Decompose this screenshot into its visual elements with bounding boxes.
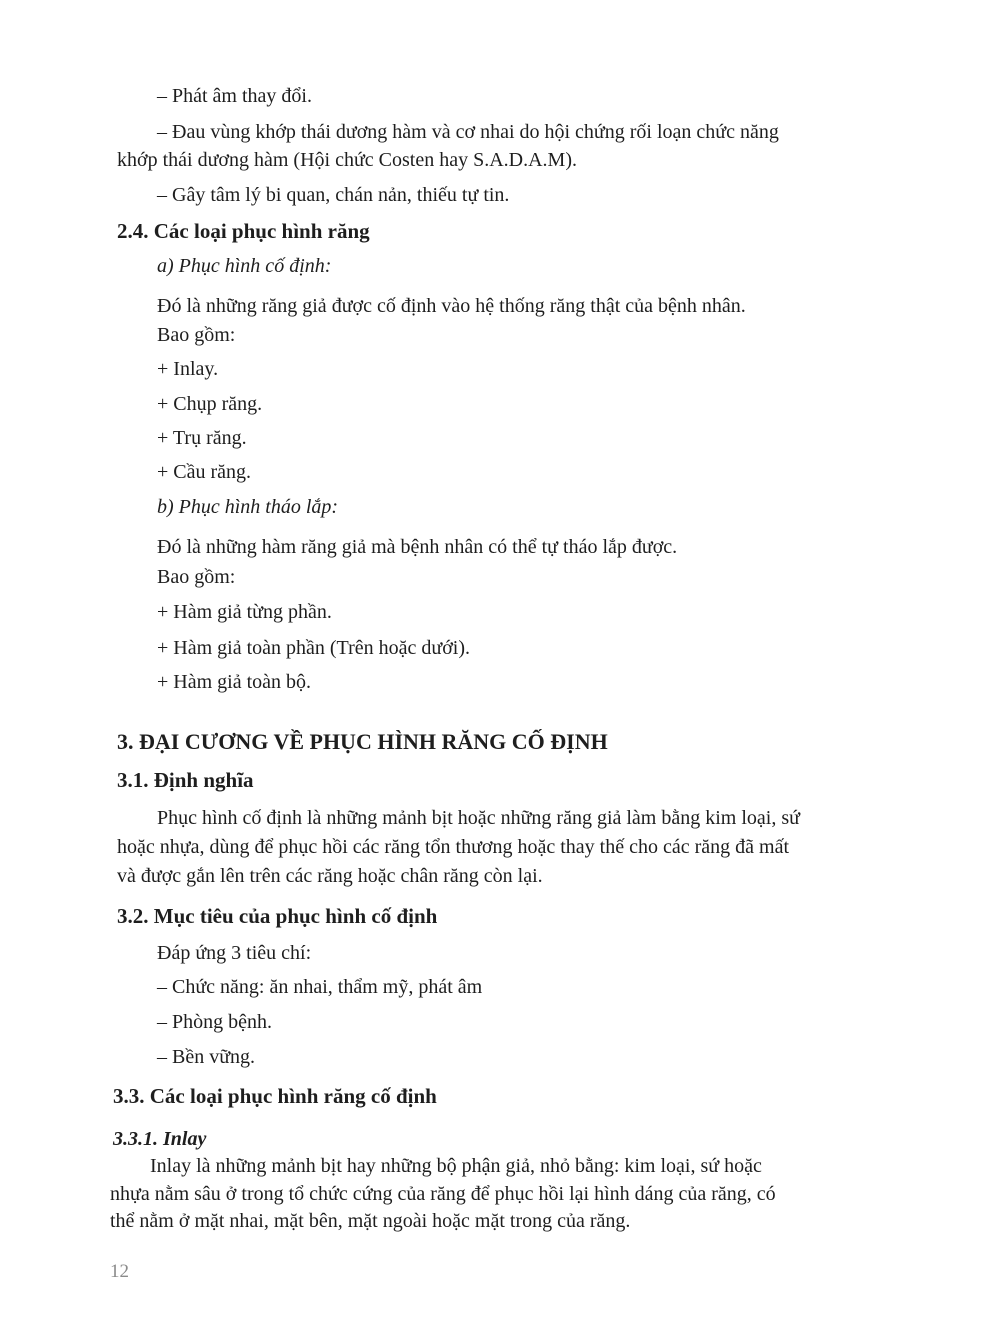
list-item: + Hàm giả toàn phần (Trên hoặc dưới). [157,637,470,659]
text-line: Phục hình cố định là những mảnh bịt hoặc những răng giả làm bằng kim loại, sứ [157,807,800,829]
text-line: nhựa nằm sâu ở trong tổ chức cứng của răng để phục hồi lại hình dáng của răng, có [110,1183,776,1205]
list-item: + Inlay. [157,358,219,380]
list-item: + Cầu răng. [157,461,252,483]
section-heading: 3.1. Định nghĩa [117,768,254,792]
text-line: khớp thái dương hàm (Hội chức Costen hay S.A.D.A.M). [117,149,577,171]
bullet-line: – Phòng bệnh. [157,1011,272,1033]
list-item: + Hàm giả từng phần. [157,601,332,623]
subsection-heading: 3.3.1. Inlay [113,1128,207,1150]
bullet-line: – Đau vùng khớp thái dương hàm và cơ nhai do hội chứng rối loạn chức năng [157,121,779,143]
list-item: + Chụp răng. [157,393,263,415]
list-item: + Trụ răng. [157,427,247,449]
text-line: Đó là những hàm răng giả mà bệnh nhân có thể tự tháo lắp được. [157,536,678,558]
section-heading: 3.3. Các loại phục hình răng cố định [113,1084,437,1108]
text-line: và được gắn lên trên các răng hoặc chân răng còn lại. [117,865,543,887]
subsection-heading: a) Phục hình cố định: [157,255,332,277]
text-line: Đáp ứng 3 tiêu chí: [157,942,312,964]
bullet-line: – Gây tâm lý bi quan, chán nản, thiếu tự tin. [157,184,510,206]
section-heading: 2.4. Các loại phục hình răng [117,219,370,243]
text-line: Inlay là những mảnh bịt hay những bộ phận giả, nhỏ bằng: kim loại, sứ hoặc [150,1155,762,1177]
text-line: Bao gồm: [157,566,236,588]
page-number: 12 [110,1261,129,1282]
chapter-heading: 3. ĐẠI CƯƠNG VỀ PHỤC HÌNH RĂNG CỐ ĐỊNH [117,729,608,754]
bullet-line: – Phát âm thay đổi. [157,85,312,107]
bullet-line: – Bền vững. [157,1046,256,1068]
text-line: thể nằm ở mặt nhai, mặt bên, mặt ngoài hoặc mặt trong của răng. [110,1210,631,1232]
subsection-heading: b) Phục hình tháo lắp: [157,496,339,518]
text-line: hoặc nhựa, dùng để phục hồi các răng tổn thương hoặc thay thế cho các răng đã mất [117,836,790,858]
bullet-line: – Chức năng: ăn nhai, thẩm mỹ, phát âm [157,976,483,998]
text-line: Bao gồm: [157,324,236,346]
list-item: + Hàm giả toàn bộ. [157,671,312,693]
section-heading: 3.2. Mục tiêu của phục hình cố định [117,904,438,928]
text-line: Đó là những răng giả được cố định vào hệ thống răng thật của bệnh nhân. [157,295,746,317]
